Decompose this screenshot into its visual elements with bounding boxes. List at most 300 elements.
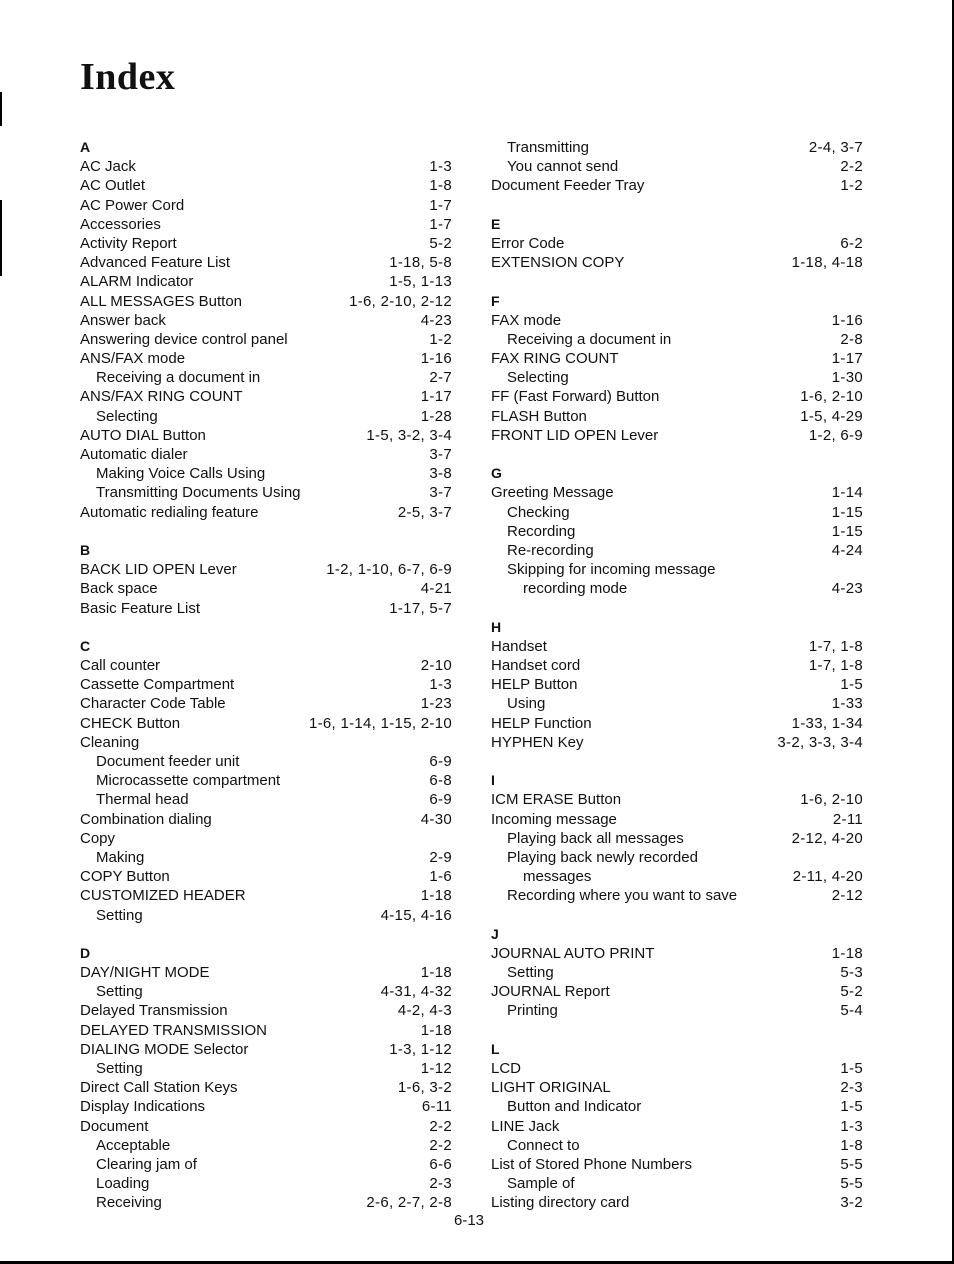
entry-pages: 1-17 [831,350,863,368]
entry-term: HYPHEN Key [491,733,584,751]
index-entry [491,675,863,694]
section-letter [491,618,863,637]
index-subentry [491,1001,863,1020]
section-spacer [491,906,863,925]
index-entry [491,1193,863,1212]
entry-term: JOURNAL AUTO PRINT [491,944,655,962]
index-subentry [491,560,863,579]
section-spacer [80,618,452,637]
index-entry [491,944,863,963]
entry-pages: 1-14 [831,484,863,502]
entry-term: Automatic redialing feature [80,503,259,521]
entry-pages: 1-3 [429,158,452,176]
entry-term: FLASH Button [491,407,587,425]
entry-term: Sample of [507,1175,575,1193]
entry-term: Skipping for incoming message [507,561,716,579]
index-entry [80,387,452,406]
index-entry [80,157,452,176]
entry-pages: 1-8 [429,177,452,195]
entry-term: Automatic dialer [80,446,188,463]
index-entry [491,656,863,675]
entry-pages: 1-5, 4-29 [800,407,863,425]
section-letter [491,1040,863,1059]
entry-pages: 2-11, 4-20 [792,868,863,886]
entry-term: Back space [80,580,158,598]
index-entry [491,1059,863,1078]
index-entry [80,1001,452,1020]
entry-pages: 2-12 [831,887,863,905]
entry-term: Character Code Table [80,695,226,713]
section-spacer [80,925,452,944]
entry-term: You cannot send [507,158,619,176]
entry-pages: 6-9 [429,753,452,770]
section-letter-label: L [491,1040,500,1057]
index-entry [491,349,863,368]
entry-pages: 1-6, 3-2 [397,1079,452,1097]
index-subentry [80,848,452,867]
entry-term: Recording where you want to save [507,887,738,905]
entry-pages: 6-6 [429,1155,452,1173]
entry-pages: 6-8 [429,772,452,790]
index-entry [80,1040,452,1059]
entry-term: Greeting Message [491,484,614,502]
entry-pages: 2-3 [840,1079,863,1097]
entry-pages: 1-15 [831,503,863,521]
entry-pages: 4-23 [831,580,863,598]
index-subentry [491,157,863,176]
index-subentry [80,1193,452,1212]
entry-pages: 4-24 [831,541,863,559]
index-column-right [491,138,863,1213]
entry-pages: 4-23 [420,311,452,329]
entry-term: FAX RING COUNT [491,350,619,368]
index-entry [80,253,452,272]
index-entry [80,272,452,291]
entry-pages: 5-5 [840,1155,863,1173]
entry-pages: 2-4, 3-7 [808,139,863,156]
entry-pages: 1-16 [420,350,452,368]
entry-term: CHECK Button [80,714,181,732]
index-entry [491,407,863,426]
entry-term: Document feeder unit [96,753,240,770]
entry-pages: 6-11 [421,1098,452,1116]
index-entry [80,867,452,886]
entry-pages: 1-3 [429,676,452,694]
entry-term: JOURNAL Report [491,983,610,1001]
section-letter-label: E [491,215,501,232]
entry-pages: 2-9 [429,848,452,866]
entry-term: Clearing jam of [96,1155,197,1173]
entry-term: AC Outlet [80,177,146,195]
index-entry [491,790,863,809]
entry-term: Making [96,848,145,866]
index-entry [80,215,452,234]
index-subentry [80,771,452,790]
entry-pages: 3-2, 3-3, 3-4 [777,733,863,751]
entry-pages: 5-5 [840,1175,863,1193]
entry-term: Basic Feature List [80,599,201,617]
section-letter-label: C [80,637,91,654]
section-spacer [491,445,863,464]
index-entry [491,311,863,330]
entry-pages: 1-5, 1-13 [389,273,452,291]
index-subentry [491,541,863,560]
entry-term: ICM ERASE Button [491,791,622,809]
section-spacer [491,272,863,291]
section-letter-label: H [491,618,502,635]
entry-pages: 5-4 [840,1002,863,1020]
entry-term: AUTO DIAL Button [80,426,206,444]
index-subentry [80,1136,452,1155]
index-entry [80,1021,452,1040]
entry-pages: 4-2, 4-3 [397,1002,452,1020]
entry-pages: 1-18 [420,1021,452,1039]
entry-term: Playing back all messages [507,829,684,847]
entry-pages: 3-8 [429,465,452,483]
entry-term: Handset cord [491,657,581,675]
entry-pages: 1-2, 6-9 [808,426,863,444]
entry-term: LINE Jack [491,1117,560,1135]
entry-term: Selecting [96,407,158,425]
index-subentry [80,483,452,502]
section-spacer [491,752,863,771]
entry-term: AC Jack [80,158,136,176]
index-entry [80,1078,452,1097]
index-entry [80,733,452,752]
entry-term: DELAYED TRANSMISSION [80,1021,267,1039]
entry-term: LIGHT ORIGINAL [491,1079,611,1097]
entry-term: Recording [507,522,576,540]
entry-term: Accessories [80,215,161,233]
entry-pages: 3-7 [429,484,452,502]
entry-pages: 2-2 [840,158,863,176]
entry-pages: 2-12, 4-20 [791,829,863,847]
section-letter-label: G [491,465,502,482]
entry-term: Acceptable [96,1136,171,1154]
section-spacer [491,196,863,215]
entry-term: ALL MESSAGES Button [80,292,243,310]
entry-term: AC Power Cord [80,196,185,214]
index-entry [80,829,452,848]
index-subentry [80,982,452,1001]
index-subentry [491,330,863,349]
index-subentry [80,790,452,809]
index-entry [80,656,452,675]
index-entry [491,982,863,1001]
entry-term: ANS/FAX RING COUNT [80,388,243,406]
entry-pages: 1-6 [429,868,452,886]
entry-term: BACK LID OPEN Lever [80,561,237,579]
entry-pages: 1-6, 2-10 [800,388,863,406]
index-subentry [491,1136,863,1155]
section-letter-label: A [80,139,91,155]
section-letter [80,637,452,656]
index-entry [80,963,452,982]
entry-term: CUSTOMIZED HEADER [80,887,246,905]
entry-term: Transmitting [507,139,589,156]
entry-pages: 5-2 [429,234,452,252]
entry-pages: 1-5 [840,1060,863,1077]
entry-term: Combination dialing [80,810,212,828]
entry-pages: 2-2 [429,1136,452,1154]
index-entry [80,176,452,195]
entry-term: LCD [491,1060,522,1077]
entry-pages: 2-11 [832,810,863,828]
section-letter [491,464,863,483]
entry-term: Setting [96,1060,143,1077]
index-entry [491,1117,863,1136]
entry-pages: 6-2 [840,234,863,252]
entry-pages: 1-28 [420,407,452,425]
entry-pages: 1-18 [420,964,452,982]
section-letter [80,138,452,157]
entry-term: Answer back [80,311,166,329]
entry-pages: 1-6, 1-14, 1-15, 2-10 [308,714,452,732]
index-subentry [491,867,863,886]
entry-pages: 1-7 [429,215,452,233]
index-entry [80,579,452,598]
section-letter [491,925,863,944]
entry-term: Button and Indicator [507,1098,642,1116]
section-spacer [491,599,863,618]
entry-pages: 1-5, 3-2, 3-4 [366,426,452,444]
entry-term: Receiving a document in [96,369,261,387]
entry-pages: 1-12 [420,1060,452,1077]
entry-pages: 1-16 [831,311,863,329]
entry-term: COPY Button [80,868,170,886]
entry-term: FF (Fast Forward) Button [491,388,660,406]
entry-term: Activity Report [80,234,177,252]
entry-pages: 5-3 [840,964,863,982]
entry-pages: 2-5, 3-7 [397,503,452,521]
entry-term: Setting [507,964,554,982]
entry-pages: 3-7 [429,446,452,463]
entry-term: Connect to [507,1136,580,1154]
index-entry [80,349,452,368]
entry-pages: 1-33 [831,695,863,713]
index-subentry [491,694,863,713]
entry-pages: 1-2, 1-10, 6-7, 6-9 [326,561,452,579]
section-letter-label: B [80,541,91,558]
scan-mark [0,92,2,126]
entry-pages: 6-9 [429,791,452,809]
entry-pages: 1-2 [429,330,452,348]
entry-term: ANS/FAX mode [80,350,186,368]
index-subentry [80,1174,452,1193]
entry-term: HELP Button [491,676,578,694]
entry-term: Checking [507,503,570,521]
section-letter [491,292,863,311]
entry-pages: 1-18 [420,887,452,905]
index-entry [491,387,863,406]
index-entry [491,1078,863,1097]
index-subentry [80,407,452,426]
index-entry [491,253,863,272]
index-entry [491,637,863,656]
entry-pages: 4-15, 4-16 [380,906,452,924]
entry-pages: 1-6, 2-10, 2-12 [349,292,452,310]
entry-pages: 2-10 [420,657,452,675]
index-entry [80,810,452,829]
index-subentry [80,1059,452,1078]
page-number: 6-13 [453,1212,485,1229]
index-subentry [491,138,863,157]
index-subentry [491,829,863,848]
index-subentry [491,522,863,541]
entry-term: FAX mode [491,311,562,329]
index-entry [80,886,452,905]
index-entry [80,426,452,445]
entry-pages: 1-18, 4-18 [791,254,863,272]
index-entry [491,234,863,253]
entry-pages: 1-18 [831,944,863,962]
entry-term: DAY/NIGHT MODE [80,964,210,982]
entry-pages: 5-2 [840,983,863,1001]
index-subentry [80,906,452,925]
section-letter-label: J [491,925,499,942]
entry-pages: 2-2 [429,1117,452,1135]
entry-term: Cleaning [80,733,140,751]
index-subentry [80,1155,452,1174]
entry-term: DIALING MODE Selector [80,1040,249,1058]
entry-pages: 1-8 [840,1136,863,1154]
section-letter-label: F [491,292,500,309]
page-title: Index [80,56,176,98]
section-spacer [491,1021,863,1040]
index-subentry [491,963,863,982]
index-entry [491,810,863,829]
entry-pages: 1-7 [429,196,452,214]
entry-pages: 1-30 [831,369,863,387]
entry-pages: 1-3, 1-12 [389,1040,452,1058]
index-entry [80,445,452,464]
entry-term: Handset [491,637,547,655]
entry-term: Listing directory card [491,1194,630,1212]
index-subentry [80,368,452,387]
section-letter [80,541,452,560]
entry-term: List of Stored Phone Numbers [491,1155,692,1173]
section-letter [80,944,452,963]
entry-term: ALARM Indicator [80,273,194,291]
section-letter-label: D [80,944,91,961]
index-subentry [80,464,452,483]
entry-term: Direct Call Station Keys [80,1079,238,1097]
entry-term: Cassette Compartment [80,676,235,694]
entry-term: Re-recording [507,541,594,559]
entry-term: Selecting [507,369,569,387]
entry-pages: 1-15 [831,522,863,540]
entry-pages: 1-5 [840,676,863,694]
entry-term: Display Indications [80,1098,206,1116]
entry-term: Setting [96,906,143,924]
section-spacer [80,522,452,541]
index-entry [80,234,452,253]
index-entry [80,599,452,618]
entry-pages: 1-3 [840,1117,863,1135]
entry-term: Microcassette compartment [96,772,281,790]
entry-term: Document Feeder Tray [491,177,645,195]
entry-pages: 2-7 [429,369,452,387]
scan-mark [0,200,2,276]
entry-term: Delayed Transmission [80,1002,228,1020]
entry-term: recording mode [523,580,628,598]
index-subentry [491,848,863,867]
entry-term: Transmitting Documents Using [96,484,301,502]
index-entry [80,503,452,522]
entry-pages: 1-17, 5-7 [389,599,452,617]
index-subentry [491,503,863,522]
index-subentry [491,886,863,905]
entry-pages: 1-5 [840,1098,863,1116]
entry-term: Incoming message [491,810,617,828]
entry-term: Copy [80,829,116,847]
index-entry [80,330,452,349]
index-entry [491,733,863,752]
entry-pages: 1-18, 5-8 [389,254,452,272]
entry-term: messages [523,868,592,886]
entry-pages: 2-8 [840,330,863,348]
entry-pages: 4-31, 4-32 [380,983,452,1001]
index-entry [491,714,863,733]
entry-pages: 2-3 [429,1175,452,1193]
index-entry [80,694,452,713]
entry-pages: 1-33, 1-34 [791,714,863,732]
entry-pages: 4-30 [420,810,452,828]
index-subentry [491,368,863,387]
entry-term: Thermal head [96,791,189,809]
index-entry [80,675,452,694]
section-letter [491,215,863,234]
entry-term: Receiving a document in [507,330,672,348]
index-entry [491,483,863,502]
entry-term: Using [507,695,546,713]
entry-pages: 1-7, 1-8 [808,637,863,655]
index-entry [491,426,863,445]
section-letter-label: I [491,772,495,789]
index-entry [80,311,452,330]
entry-pages: 4-21 [420,580,452,598]
entry-pages: 2-6, 2-7, 2-8 [366,1194,452,1212]
entry-pages: 1-6, 2-10 [800,791,863,809]
entry-term: Advanced Feature List [80,254,231,272]
index-entry [80,560,452,579]
index-subentry [491,579,863,598]
entry-pages: 1-17 [420,388,452,406]
index-entry [80,292,452,311]
entry-term: EXTENSION COPY [491,254,625,272]
entry-term: FRONT LID OPEN Lever [491,426,659,444]
entry-term: Call counter [80,657,161,675]
entry-term: Printing [507,1002,558,1020]
entry-pages: 1-7, 1-8 [808,657,863,675]
entry-term: Making Voice Calls Using [96,465,266,483]
index-entry [80,1117,452,1136]
index-entry [491,1155,863,1174]
entry-term: HELP Function [491,714,592,732]
index-entry [80,714,452,733]
entry-pages: 3-2 [840,1194,863,1212]
section-letter [491,771,863,790]
entry-term: Receiving [96,1194,162,1212]
entry-term: Answering device control panel [80,330,288,348]
index-entry [491,176,863,195]
entry-term: Document [80,1117,149,1135]
index-subentry [80,752,452,771]
entry-pages: 1-23 [420,695,452,713]
entry-term: Error Code [491,234,565,252]
index-subentry [491,1174,863,1193]
entry-term: Loading [96,1175,150,1193]
